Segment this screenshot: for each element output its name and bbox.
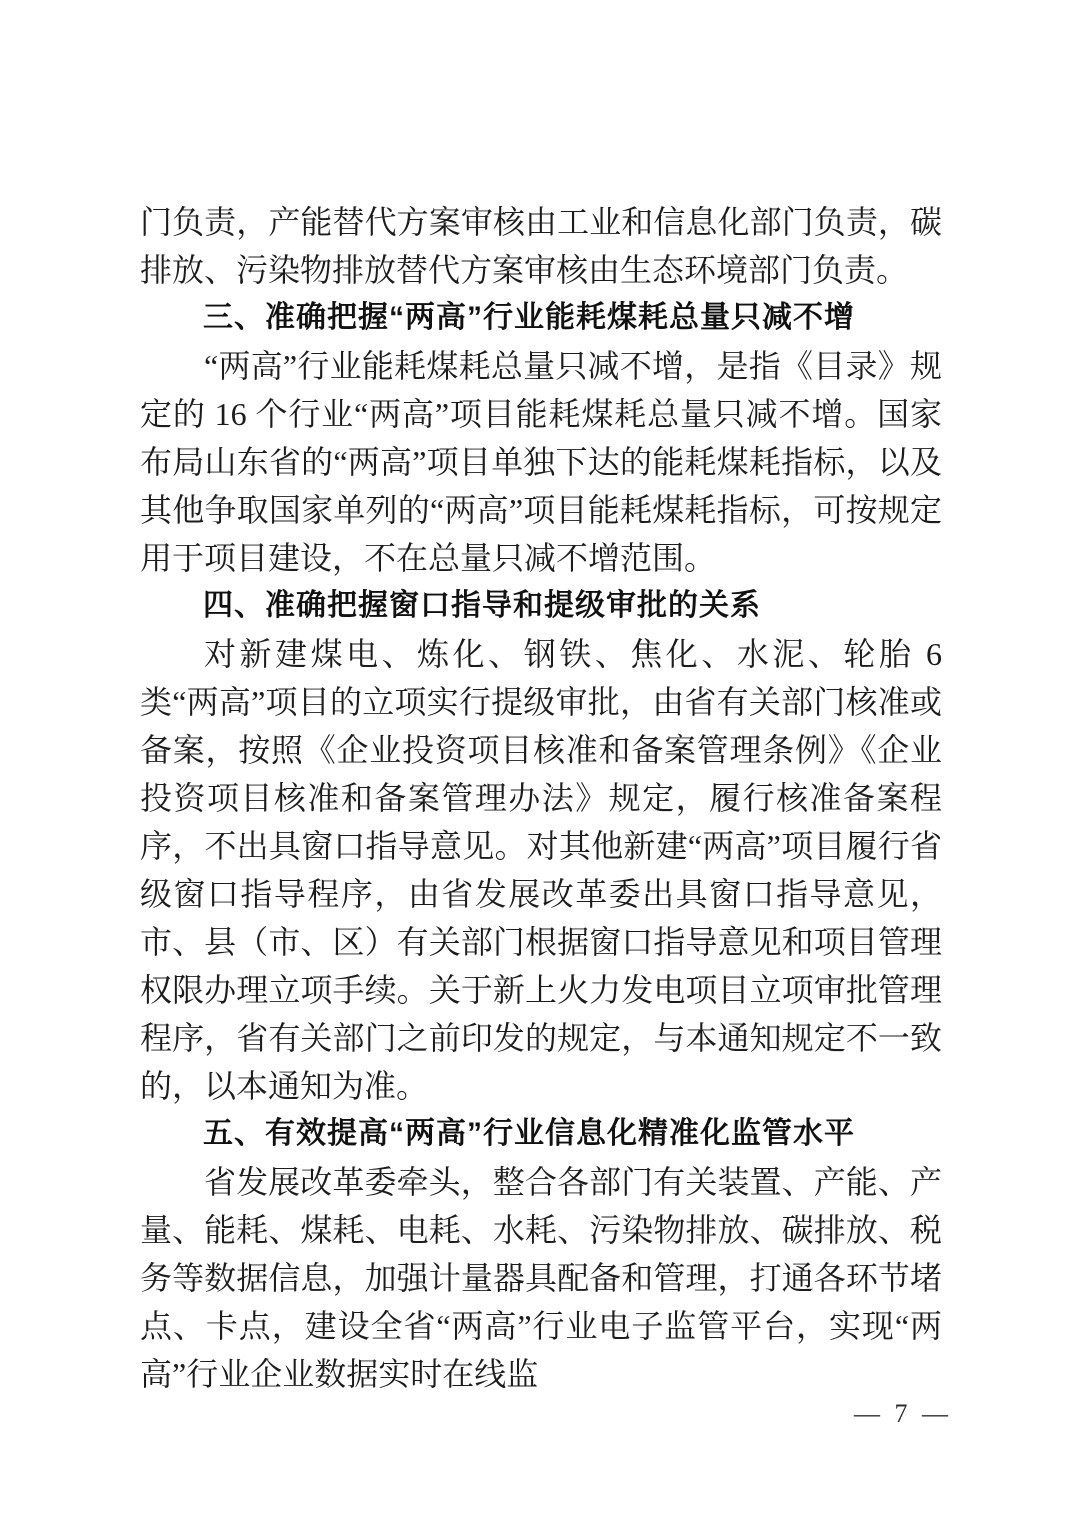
paragraph-continuation: 门负责，产能替代方案审核由工业和信息化部门负责，碳排放、污染物排放替代方案审核由生态环境部门负责。: [140, 204, 942, 288]
section-heading-five: 五、有效提高“两高”行业信息化精准化监管水平: [203, 1117, 855, 1150]
paragraph-section-five: 省发展改革委牵头，整合各部门有关装置、产能、产量、能耗、煤耗、电耗、水耗、污染物排放、碳排放、税务等数据信息，加强计量器具配备和管理，打通各环节堵点、卡点，建设全省“两高”行业电子监管平台，实现“两高”行业企业数据实时在线监: [140, 1164, 942, 1392]
page-number: — 7 —: [854, 1399, 952, 1428]
paragraph-section-four: 对新建煤电、炼化、钢铁、焦化、水泥、轮胎 6 类“两高”项目的立项实行提级审批，由省有关部门核准或备案，按照《企业投资项目核准和备案管理条例》《企业投资项目核准和备案管理办法》规定，履行核准备案程序，不出具窗口指导意见。对其他新建“两高”项目履行省级窗口指导程序，由省发展改革委出具窗口指导意见，市、县（市、区）有关部门根据窗口指导意见和项目管理权限办理立项手续。关于新上火力发电项目立项审批管理程序，省有关部门之前印发的规定，与本通知规定不一致的，以本通知为准。: [140, 636, 942, 1104]
section-heading-three: 三、准确把握“两高”行业能耗煤耗总量只减不增: [203, 301, 855, 334]
paragraph-section-three: “两高”行业能耗煤耗总量只减不增，是指《目录》规定的 16 个行业“两高”项目能耗煤耗总量只减不增。国家布局山东省的“两高”项目单独下达的能耗煤耗指标，以及其他争取国家单列的“两高”项目能耗煤耗指标，可按规定用于项目建设，不在总量只减不增范围。: [140, 348, 942, 576]
document-body: [140, 198, 942, 1398]
section-heading-four: 四、准确把握窗口指导和提级审批的关系: [203, 589, 761, 622]
